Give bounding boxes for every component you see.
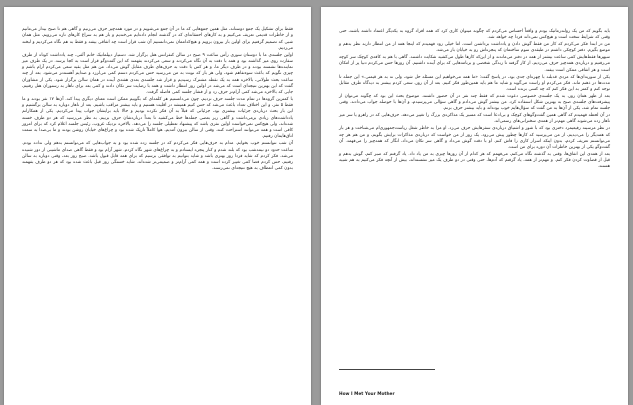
left-page-body — [22, 27, 293, 173]
paragraph: بعد از ظهر همان روز، به یک جلسه‌ی خصوصی دعوت شدم که فقط چند نفر در آن حضور داشتند. موضوع بحث این بود که چگونه می‌توان از پیشرفت‌های جلسه‌ی صبح به بهترین شکل استفاده کرد. من بیشتر گوش می‌دادم و گاهی سؤالی می‌پرسیدم، و آن‌ها با حوصله جواب می‌دادند. وقتی جلسه تمام شد، یکی از آن‌ها به من گفت که سؤال‌هایم خوب بوده‌اند و باید بیشتر حرف بزنم. — [339, 93, 610, 112]
paragraph: آن شب نتوانستم خوب بخوابم. مدام به حرف‌هایی فکر می‌کردم که در جلسه زده شده بود و به جواب‌هایی که می‌توانستم بدهم ولی نداده بودم. ساعت حدود دو نیمه‌شب بود که بلند شدم و کنار پنجره ایستادم و به چراغ‌های شهر نگاه کردم. شهر آرام بود و فقط گاهی صدای ماشینی از دور شنیده می‌شد. فکر کردم که شاید فردا روز بهتری باشد و شاید بتوانیم به توافقی برسیم که برای همه قابل قبول باشد. صبح روز بعد، وقتی دوباره به سالن رفتیم، حس کردم فضا کمی تغییر کرده است و همه کمی آرام‌تر و صمیمی‌تر شده‌اند. شاید خستگی روز قبل باعث شده بود که هر دو طرف بفهمند بدون کمی انعطاف به هیچ نتیجه‌ای نمی‌رسند. — [22, 141, 293, 172]
running-footer: How I Met Your Mother — [339, 392, 395, 397]
paragraph: بعد از همه‌ی این اتفاق‌ها، وقتی به گذشته نگاه می‌کنم، می‌فهمم که هر کدام از آن روزها چیزی به من یاد داد. یاد گرفتم که صبر کنم، گوش بدهم و قبل از قضاوت کردن فکر کنم. و مهم‌تر از همه، یاد گرفتم که آدم‌ها، حتی وقتی در دو طرف یک میز نشسته‌اند، بیش از آنچه فکر می‌کنیم به هم شبیه هستند. — [339, 151, 610, 170]
right-page-body — [339, 29, 610, 171]
left-page — [4, 7, 311, 405]
paragraph: باید بگویم که من یک رولندرماتیک بودم و واقعاً احساس می‌کردم که چگونه میتوان کاری کرد که همه افراد گروه به یکدیگر اعتماد داشته باشند، حتی وقتی که شرایط سخت است و هیچ‌کس نمی‌داند فردا چه خواهد شد. — [339, 29, 610, 41]
paragraph: من در ابتدا فکر می‌کردم که کار من فقط گوش دادن و یادداشت برداشتن است، اما خیلی زود فهمیدم که اینجا همه از من انتظار دارند نظر بدهم و موضع بگیرم. دفتر کوچکی داشتم در طبقه‌ی سوم ساختمان که پنجره‌اش رو به خیابان باز می‌شد. — [339, 42, 610, 54]
paragraph: فقط برای تشکیل یک جمع دوستانه، مثل همین جمع‌هایی که ما در آن جمع می‌شویم و در مورد همه‌چیز حرف می‌زنیم و گاهی هم تا صبح بیدار می‌مانیم و از خاطرات قدیمی تعریف می‌کنیم و به کارهای احمقانه‌ای که در گذشته انجام داده‌ایم می‌خندیم و باز هم به سراغ کارهای تازه می‌رویم، مثل همان شبی که تصمیم گرفتیم برای اولین بار بیرون برویم و هیچ‌کداممان نمی‌دانستیم آن شب قرار است چه اتفاقی بیفتد و فقط به هم نگاه می‌کردیم و لبخند می‌زدیم. — [22, 27, 293, 51]
paragraph: یکی از سوریه‌ای‌ها که مردی قدبلند با چهره‌ای جدی بود، در پاسخ گفت: «ما همه می‌خواهیم این مسئله حل شود، ولی نه به هر قیمتی.» این جمله تا مدت‌ها در ذهنم ماند. فکر می‌کردم او راست می‌گوید و شاید ما هم باید همین‌طور فکر کنیم. بعد از آن روز، سعی کردم بیشتر به دیدگاه طرف مقابل توجه کنم و کمتر به این فکر کنم که چه کسی برنده است. — [339, 74, 610, 93]
paragraph: در آن لحظه فهمیدم که گاهی همین گفت‌وگوهای کوچک و بی‌ادعا است که مسیر یک مذاکره‌ی بزرگ را تغییر می‌دهد. حرف‌هایی که در راهرو یا سر میز ناهار زده می‌شوند گاهی مهم‌تر از همه‌ی سخنرانی‌های رسمی‌اند. — [339, 113, 610, 125]
paragraph: اولین جلسه‌ی ما با دوستان سوری رأس ساعت ۹ صبح در سالن کنفرانس هتل برگزار شد. دستیار دیپلماتیک خانم آلفی، چند یادداشت کوتاه از طرف سفارت روی میز گذاشته بود و همه با دقت به آن نگاه می‌کردند و سعی می‌کردند بفهمند که این گفت‌وگو قرار است به کجا برسد. در یک طرف میز نماینده‌ها نشسته بودند و در طرف دیگر ما، و هر کس با دقت به حرف‌های طرف مقابل گوش می‌داد. من هم مثل بقیه سعی می‌کردم آرام باشم و چیزی نگویم که باعث سوءتفاهم شود، ولی هر بار که نوبت به من می‌رسید حس می‌کردم دستم کمی می‌لرزد و صدایم آهسته‌تر می‌شود. بعد از چند ساعت بحث طولانی، بالاخره همه به یک نقطه مشترک رسیدیم و قرار شد جلسه‌ی بعدی هفته‌ی آینده در همان سالن برگزار شود. یکی از مشاوران گفت که این بهترین نتیجه‌ای است که می‌شد در اولین روز انتظار داشت و همه با رضایت سر تکان دادند و کمی بعد برای ناهار به رستوران هتل رفتیم، جایی که بالاخره می‌شد کمی آرام‌تر حرف زد و از فشار جلسه کمی فاصله گرفت. — [22, 52, 293, 96]
paragraph: سپهرها فقط‌هایش کمی ساعت بیشتر از همه در دفتر می‌ماندند و از این‌که کارها طول می‌کشید شکایت داشتند. گاهی با هم به کافه‌ی کوچک سر کوچه می‌رفتیم و درباره‌ی همه‌چیز حرف می‌زدیم، از کار گرفته تا زندگی شخصی و برنامه‌هایی که برای آینده داشتیم. آن روزها حس می‌کردم دنیا پر از امکان است و هر اتفاقی ممکن است بیفتد. — [339, 55, 610, 73]
right-page — [321, 7, 628, 405]
footnote-divider — [339, 369, 435, 370]
paragraph: با کمترین گروه‌ها در تمام مدت جلسه حرف نزدیم، چون می‌دانستیم هر کلمه‌ای که بگوییم ممکن است معنای دیگری پیدا کند. آن‌ها ۱۷ نفر بودند و ما فقط ۵ نفر، و این اختلاف تعداد باعث می‌شد که حس کنیم همیشه در اقلیت هستیم و باید بیشتر مراقب باشیم. بعد از ناهار دوباره به سالن برگشتیم و این بار بحث درباره‌ی جزئیات بیشتری بود، جزئیاتی که قبلاً به آن فکر نکرده بودیم و حالا باید برایشان جواب پیدا می‌کردیم. یکی از همکارانم یادداشت‌های زیادی برمی‌داشت و گاهی زیر بعضی جمله‌ها خط می‌کشید تا بعداً درباره‌شان حرف بزنیم. به نظر می‌رسید که هر دو طرف خسته شده‌اند، ولی هیچ‌کس نمی‌خواست اولین نفری باشد که پیشنهاد تعطیلی جلسه را می‌دهد. بالاخره نزدیک غروب، رئیس جلسه اعلام کرد که برای امروز کافی است و همه می‌توانند استراحت کنند. وقتی از سالن بیرون آمدیم، هوا کاملاً تاریک شده بود و چراغ‌های خیابان روشن بودند و ما بی‌صدا به سمت اتاق‌هایمان رفتیم. — [22, 96, 293, 140]
paragraph: در نظر مرسینه رفیعیمرد دختری بود که با شور و اشتیاق درباره‌ی سفرهایش حرف می‌زد. او مرا به خاطر شغل ریاست‌جمهوری‌ام می‌شناخت و هر بار که همدیگر را می‌دیدیم، از من می‌پرسید که کارها چطور پیش می‌رود. یک روز از من خواست که درباره‌ی مذاکرات برایش بگویم، و من هم هر چه می‌توانستم تعریف کردم، بدون اینکه اسرار کاری را فاش کنم. او با دقت گوش می‌داد و گاهی سر تکان می‌داد، انگار که همه‌چیز را می‌فهمد. آن گفت‌وگو یکی از بهترین خاطرات آن دوره برای من است. — [339, 126, 610, 151]
